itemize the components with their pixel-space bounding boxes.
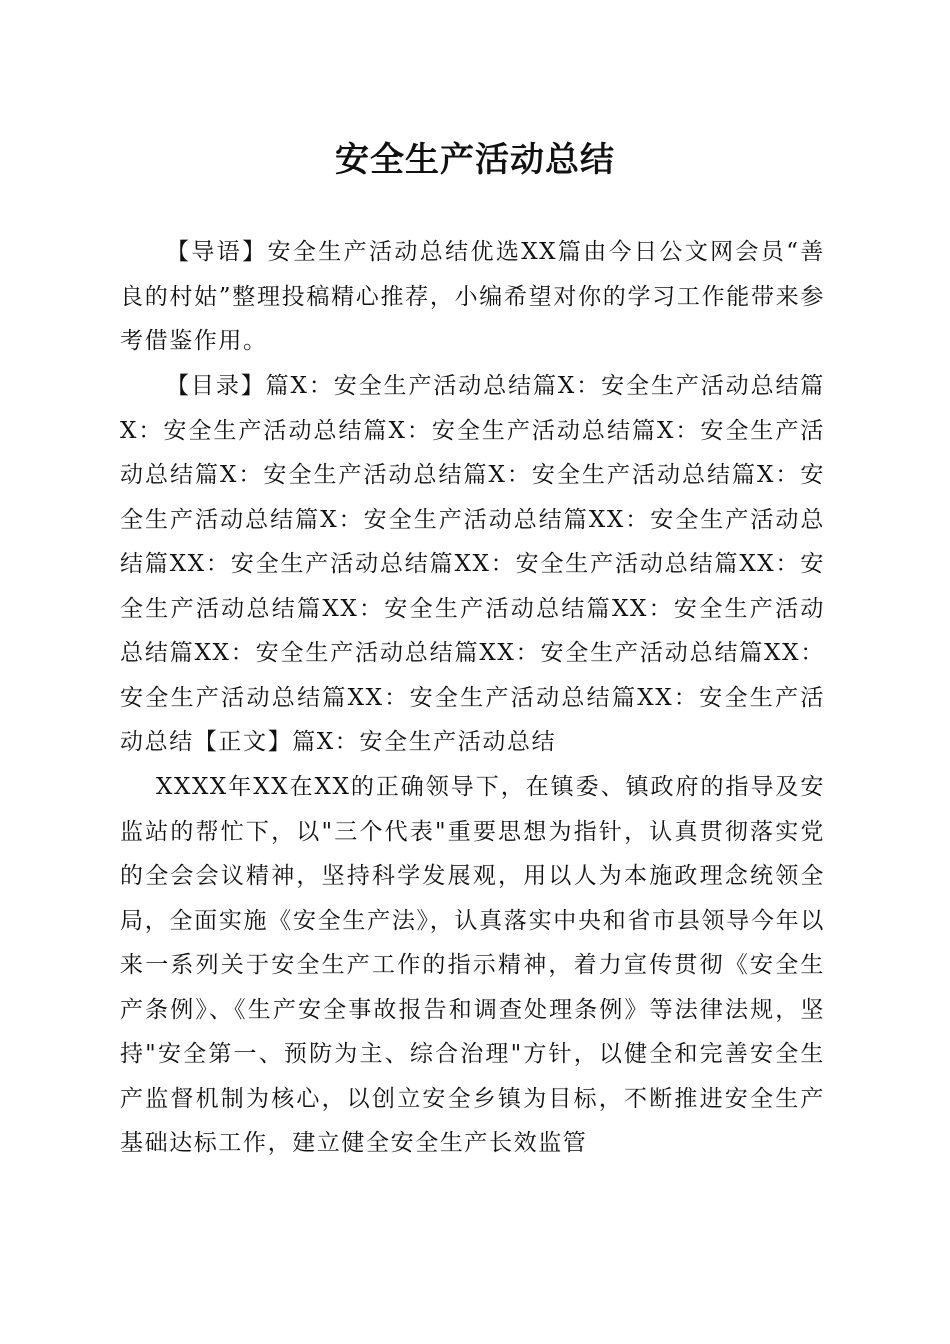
intro-paragraph: 【导语】安全生产活动总结优选XX篇由今日公文网会员“善良的村姑”整理投稿精心推荐，小编希望对你的学习工作能带来参考借鉴作用。 xyxy=(120,239,825,354)
body-paragraph: XXXX年XX在XX的正确领导下，在镇委、镇政府的指导及安监站的帮忙下，以"三个代表"重要思想为指针，认真贯彻落实党的全会会议精神，坚持科学发展观，用以人为本施政理念统领全局，全面实施《安全生产法》，认真落实中央和省市县领导今年以来一系列关于安全生产工作的指示精神，着力宣传贯彻《安全生产条例》、《生产安全事故报告和调查处理条例》等法律法规，坚持"安全第一、预防为主、综合治理"方针，以健全和完善安全生产监督机制为核心，以创立安全乡镇为目标，不断推进安全生产基础达标工作，建立健全安全生产长效监管 xyxy=(120,774,825,1156)
toc-paragraph: 【目录】篇X：安全生产活动总结篇X：安全生产活动总结篇X：安全生产活动总结篇X：安全生产活动总结篇X：安全生产活动总结篇X：安全生产活动总结篇X：安全生产活动总结篇X：安全生产活动总结篇X：安全生产活动总结篇XX：安全生产活动总结篇XX：安全生产活动总结篇XX：安全生产活动总结篇XX：安全生产活动总结篇XX：安全生产活动总结篇XX：安全生产活动总结篇XX：安全生产活动总结篇XX：安全生产活动总结篇XX：安全生产活动总结篇XX：安全生产活动总结篇XX：安全生产活动总结【正文】篇X：安全生产活动总结 xyxy=(120,373,825,755)
document-title: 安全生产活动总结 xyxy=(335,140,615,180)
